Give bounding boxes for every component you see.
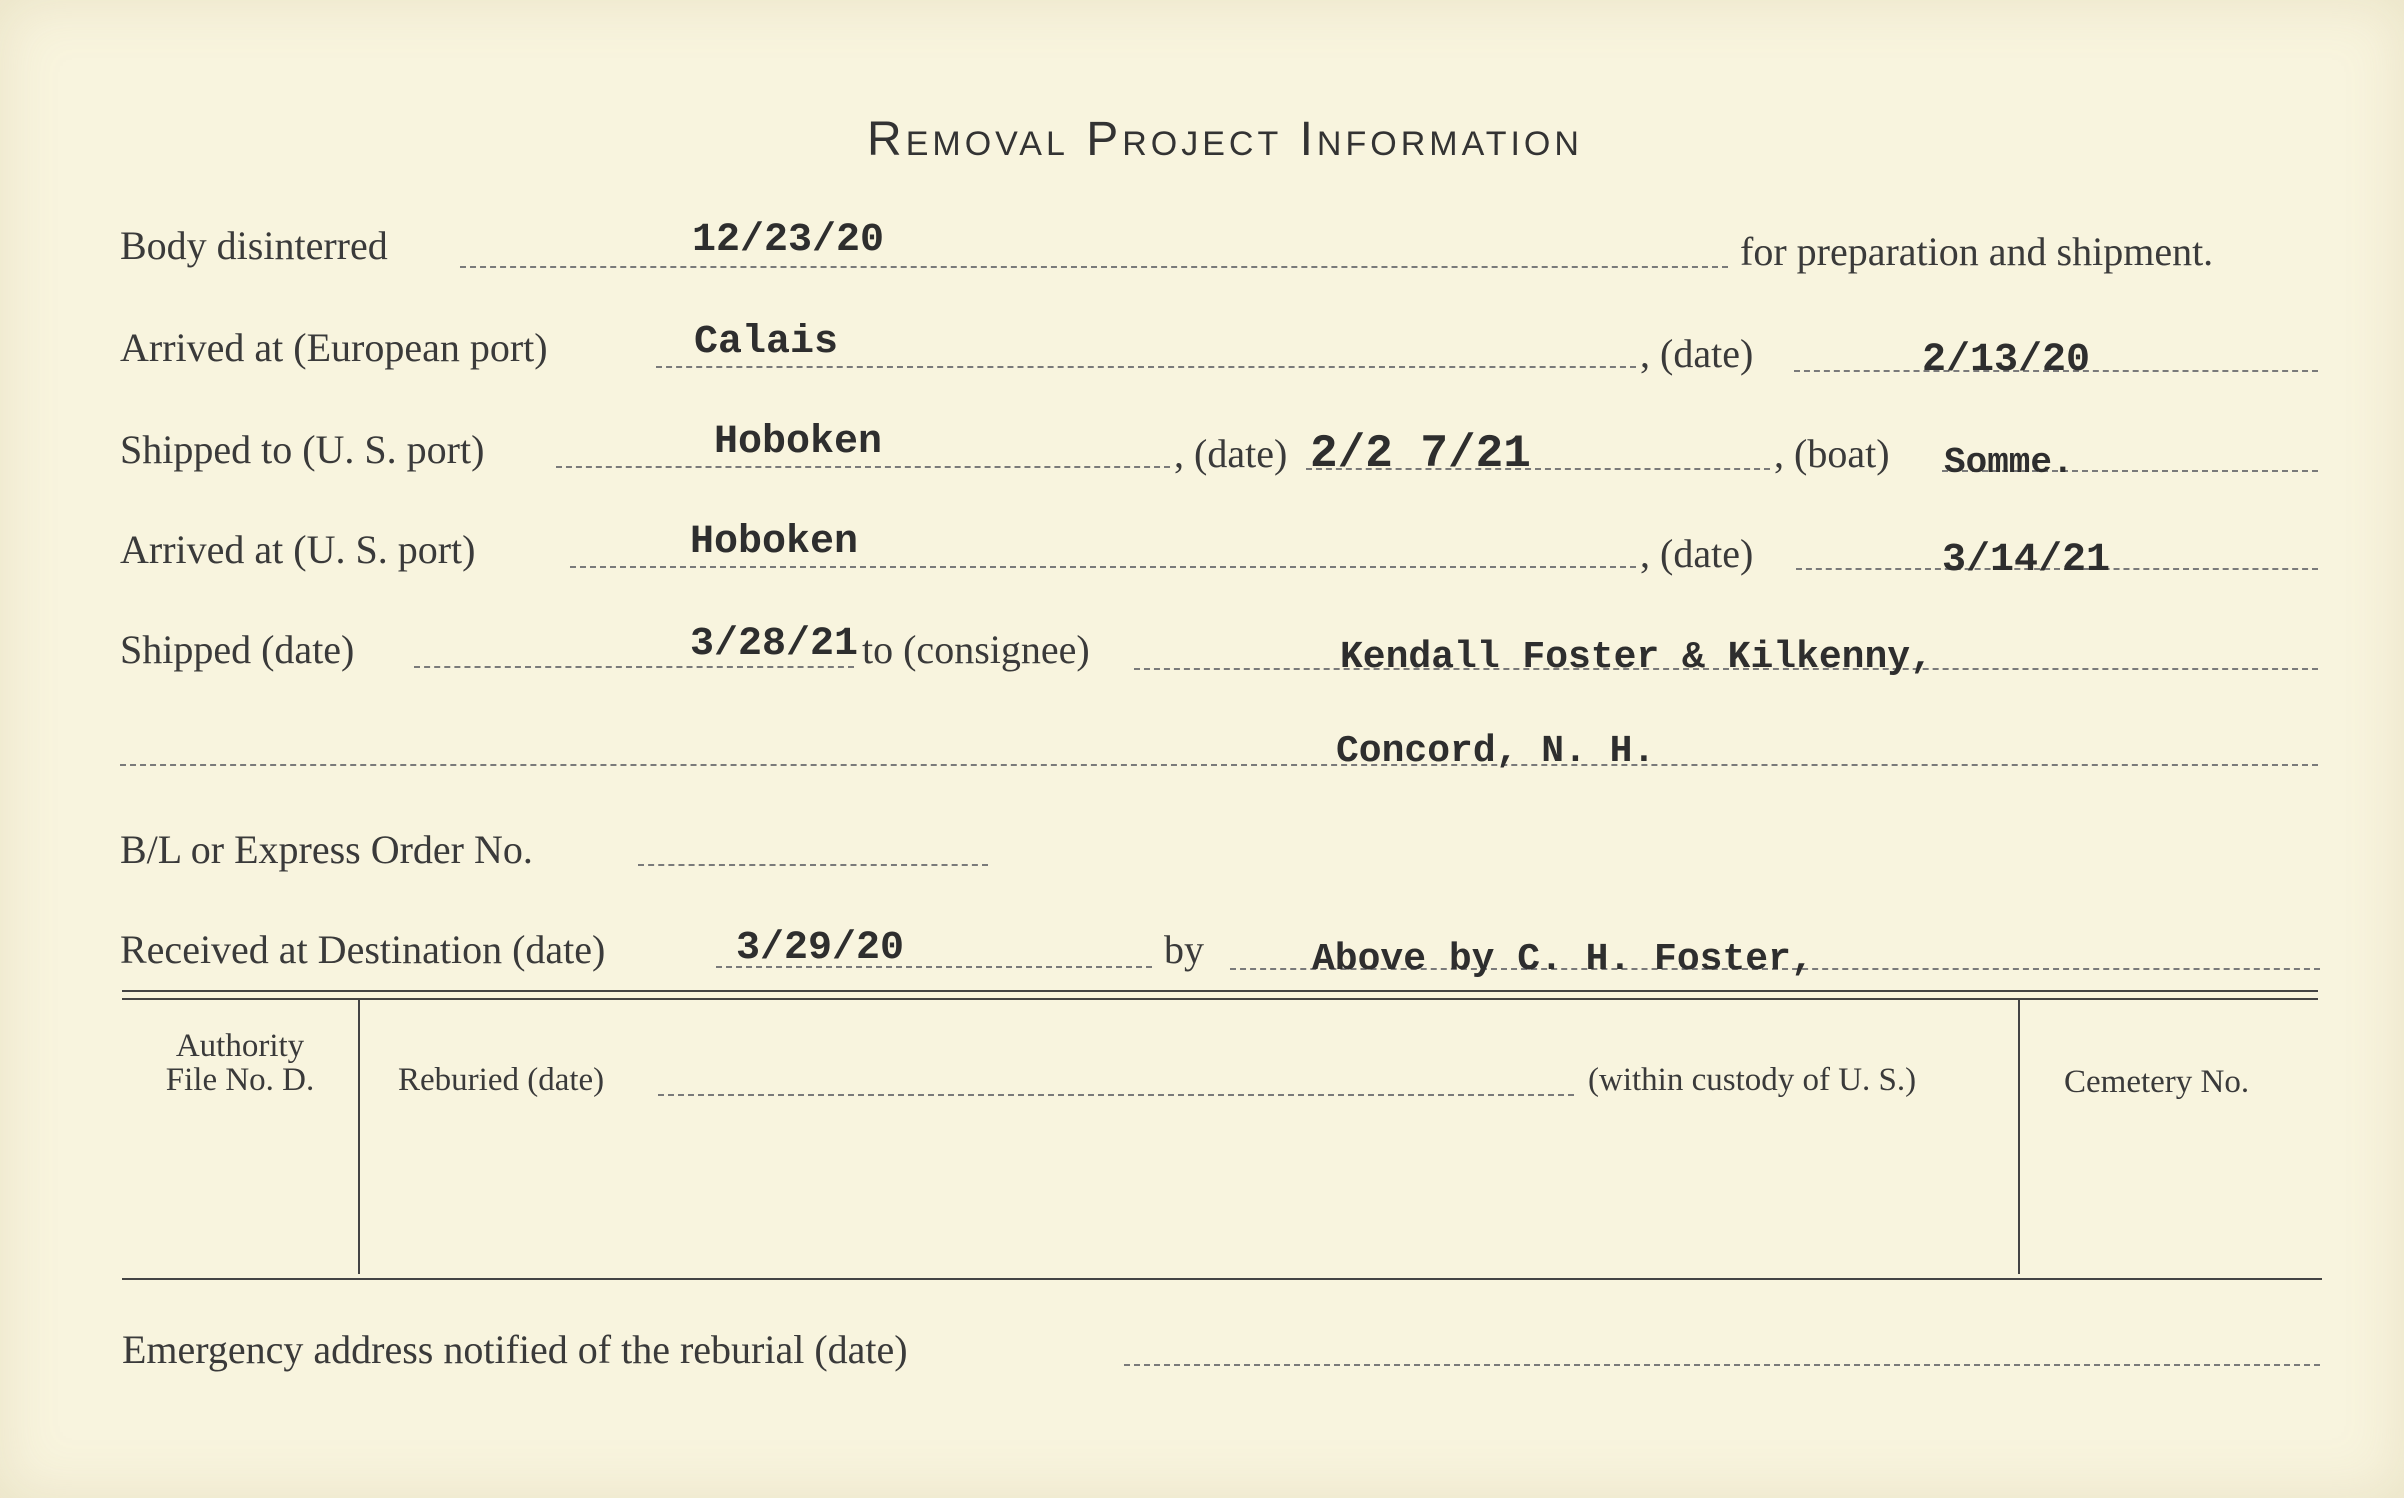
- table-top-rule-2: [122, 998, 2318, 1000]
- table-bottom-rule: [122, 1278, 2322, 1280]
- consignee-label: to (consignee): [862, 627, 1090, 672]
- boat-label: , (boat): [1774, 431, 1890, 476]
- european-port-line: [656, 366, 1636, 368]
- european-port-label: Arrived at (European port): [120, 325, 548, 370]
- shipment-suffix-label: for preparation and shipment.: [1740, 229, 2214, 274]
- authority-label: Authority: [175, 1028, 305, 1064]
- european-date-label: , (date): [1640, 331, 1754, 376]
- bl-order-label: B/L or Express Order No.: [120, 827, 533, 872]
- received-destination-label: Received at Destination (date): [120, 927, 606, 972]
- boat-value[interactable]: Somme.: [1944, 442, 2074, 483]
- custody-label: (within custody of U. S.): [1588, 1062, 1917, 1098]
- emergency-date-line: [1124, 1364, 2320, 1366]
- shipped-date-value[interactable]: 2/2 7/21: [1310, 428, 1531, 480]
- received-by-value[interactable]: Above by C. H. Foster,: [1312, 938, 1814, 981]
- emergency-address-label: Emergency address notified of the reburial (date): [122, 1327, 908, 1372]
- european-date-value[interactable]: 2/13/20: [1922, 338, 2091, 383]
- arrived-us-date-value[interactable]: 3/14/21: [1942, 538, 2111, 583]
- arrived-us-port-label: Arrived at (U. S. port): [120, 527, 476, 572]
- shipped-date-row-label: Shipped (date): [120, 627, 355, 672]
- shipped-us-port-line: [556, 466, 1170, 468]
- arrived-us-port-value[interactable]: Hoboken: [690, 520, 859, 565]
- shipped-us-port-label: Shipped to (U. S. port): [120, 427, 485, 472]
- body-disinterred-value[interactable]: 12/23/20: [692, 218, 885, 263]
- shipped-date-label: , (date): [1174, 431, 1288, 476]
- received-date-value[interactable]: 3/29/20: [736, 926, 905, 971]
- table-divider-left: [358, 1000, 360, 1274]
- table-divider-right: [2018, 1000, 2020, 1274]
- page-title: Removal Project Information: [867, 113, 1583, 166]
- shipped-us-port-value[interactable]: Hoboken: [714, 420, 883, 465]
- received-by-label: by: [1164, 927, 1204, 972]
- european-port-value[interactable]: Calais: [694, 320, 839, 365]
- table-top-rule-1: [122, 990, 2318, 992]
- arrived-us-port-line: [570, 566, 1636, 568]
- consignee-line-2: [120, 764, 2318, 766]
- consignee-value[interactable]: Kendall Foster & Kilkenny,: [1340, 636, 1933, 679]
- cemetery-no-label: Cemetery No.: [2064, 1064, 2250, 1100]
- reburied-label: Reburied (date): [398, 1062, 605, 1098]
- body-disinterred-line: [460, 266, 1728, 268]
- reburied-date-line: [658, 1094, 1574, 1096]
- bl-order-line: [638, 864, 988, 866]
- shipped-date-row-value[interactable]: 3/28/21: [690, 622, 859, 667]
- body-disinterred-label: Body disinterred: [120, 223, 388, 268]
- authority-file-label: File No. D.: [165, 1062, 315, 1098]
- consignee-address-value[interactable]: Concord, N. H.: [1336, 730, 1656, 773]
- arrived-us-date-label: , (date): [1640, 531, 1754, 576]
